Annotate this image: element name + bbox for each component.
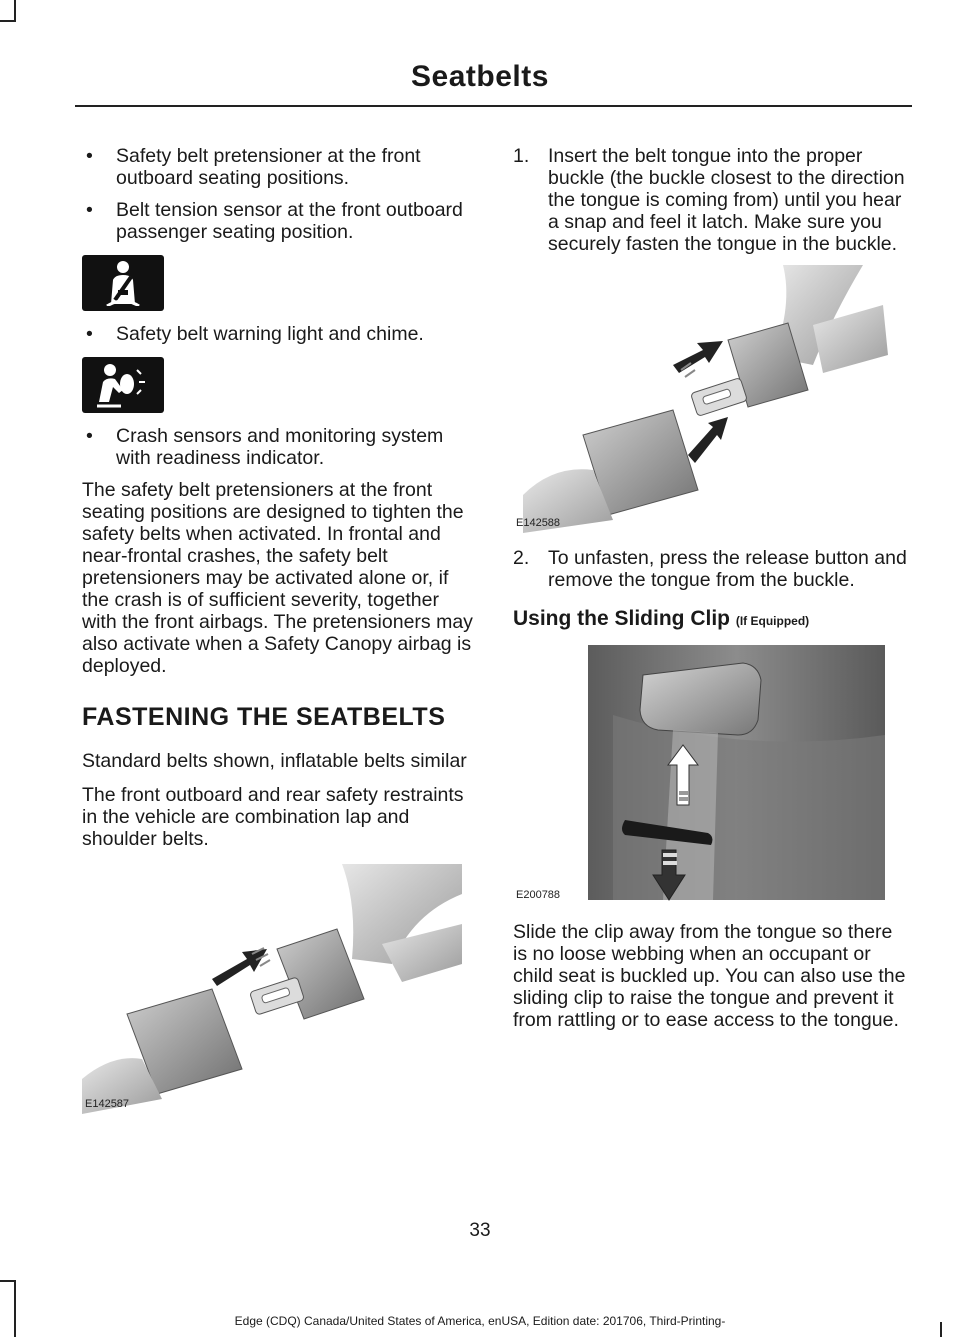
left-column bbox=[82, 145, 477, 1114]
right-column bbox=[513, 145, 908, 1043]
bullet-warning-light: • Safety belt warning light and chime. bbox=[82, 323, 477, 345]
subheading-text: Using the Sliding Clip bbox=[513, 607, 730, 630]
figure-label: E200788 bbox=[516, 889, 561, 901]
crop-mark-bottom-left-h bbox=[0, 1280, 16, 1282]
seatbelt-warning-icon bbox=[82, 255, 164, 311]
figure-insert-tongue bbox=[513, 265, 893, 533]
step-2-text: To unfasten, press the release button and remove the tongue from the buckle. bbox=[548, 547, 907, 591]
step-1 bbox=[513, 145, 908, 255]
subheading-sliding-clip bbox=[513, 607, 908, 631]
paragraph-front-outboard: The front outboard and rear safety restraints in the vehicle are combination lap and shoulder belts. bbox=[82, 784, 464, 850]
bullet-pretensioner: • Safety belt pretensioner at the front outboard seating positions. bbox=[82, 145, 477, 189]
step-1-text: Insert the belt tongue into the proper buckle (the buckle closest to the direction the tongue is coming from) until you hear a snap and feel it latch. Make sure you securely fasten the tongue in the buckle. bbox=[548, 145, 905, 255]
insert-tongue-illustration bbox=[513, 265, 893, 533]
figure-belt-tongue bbox=[82, 864, 462, 1114]
page-number: 33 bbox=[469, 1220, 491, 1241]
paragraph-standard-belts: Standard belts shown, inflatable belts similar bbox=[82, 750, 467, 772]
header-divider bbox=[75, 105, 912, 107]
figure-label: E142587 bbox=[85, 1098, 130, 1110]
paragraph-sliding-clip: Slide the clip away from the tongue so there is no loose webbing when an occupant or child seat is buckled up. You can also use the sliding clip to raise the tongue and prevent it from rattling or to ease access to the tongue. bbox=[513, 921, 906, 1031]
belt-tongue-illustration bbox=[82, 864, 462, 1114]
airbag-indicator-icon bbox=[82, 357, 164, 413]
step-2-number: 2. bbox=[513, 547, 530, 569]
page-title: Seatbelts bbox=[411, 60, 549, 93]
section-heading: FASTENING THE SEATBELTS bbox=[82, 703, 446, 731]
step-1-number: 1. bbox=[513, 145, 530, 167]
bullet-tension-sensor: • Belt tension sensor at the front outboard passenger seating position. bbox=[82, 199, 477, 243]
figure-label: E142588 bbox=[516, 517, 561, 529]
crop-mark-top-left-v bbox=[14, 0, 16, 22]
footer-edition: Edge (CDQ) Canada/United States of America, enUSA, Edition date: 201706, Third-Printing- bbox=[234, 1314, 726, 1328]
bullet-crash-sensors: • Crash sensors and monitoring system with readiness indicator. bbox=[82, 425, 477, 469]
crop-mark-top-left-h bbox=[0, 20, 16, 22]
paragraph-pretensioners: The safety belt pretensioners at the front seating positions are designed to tighten the safety belts when activated. In frontal and near-frontal crashes, the safety belt pretensioners may be activated alone or, if the crash is of sufficient severity, together with the front airbags. The pretensioners may also activate when a Safety Canopy airbag is deployed. bbox=[82, 479, 473, 677]
sliding-clip-illustration bbox=[513, 645, 893, 905]
figure-sliding-clip bbox=[513, 645, 893, 905]
step-2 bbox=[513, 547, 908, 591]
subheading-suffix: (If Equipped) bbox=[735, 614, 810, 628]
crop-mark-bottom-left-v bbox=[14, 1280, 16, 1337]
